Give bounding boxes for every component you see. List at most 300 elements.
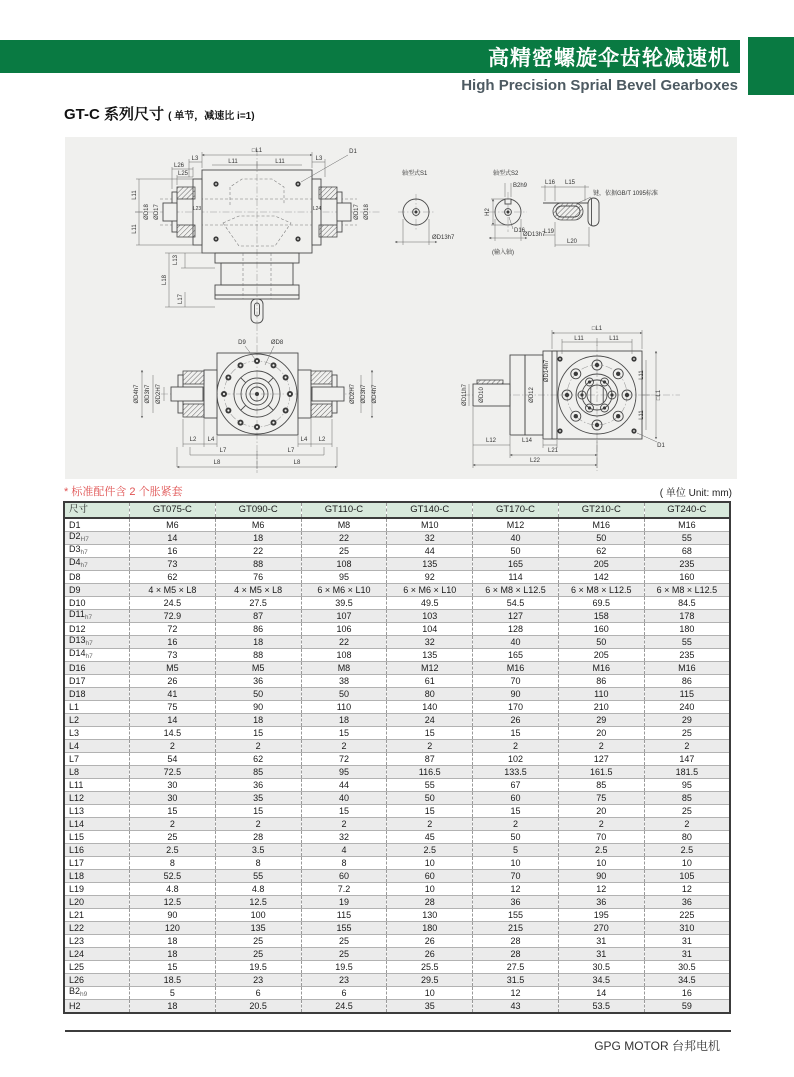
dimension-cell: 70 [558, 831, 644, 844]
dimension-cell: 25 [130, 831, 216, 844]
drawing-shaft-types [395, 169, 658, 256]
dimension-cell: 4 × M5 × L8 [130, 584, 216, 597]
dimension-cell: 45 [387, 831, 473, 844]
dimension-cell: 50 [558, 532, 644, 545]
table-row [64, 961, 730, 974]
table-row [64, 649, 730, 662]
dimension-cell: 15 [387, 727, 473, 740]
dimension-cell: M6 [215, 518, 301, 532]
dimension-cell: 270 [558, 922, 644, 935]
dimension-cell: 110 [558, 688, 644, 701]
dimension-cell: 181.5 [644, 766, 730, 779]
row-label: L26 [64, 974, 130, 987]
table-row [64, 857, 730, 870]
dimension-cell: 55 [644, 532, 730, 545]
dimension-cell: 6 × M8 × L12.5 [558, 584, 644, 597]
dimension-cell: 165 [473, 558, 559, 571]
dimension-cell: 87 [387, 753, 473, 766]
dimension-cell: 18 [130, 1000, 216, 1014]
dimension-cell: 155 [301, 922, 387, 935]
svg-text:L3: L3 [191, 156, 199, 162]
svg-text:L16: L16 [544, 180, 556, 186]
dimension-cell: 2 [644, 818, 730, 831]
dimension-cell: 24 [387, 714, 473, 727]
svg-text:L11: L11 [609, 336, 619, 342]
dimension-cell: 20 [558, 805, 644, 818]
svg-text:L7: L7 [219, 448, 227, 454]
unit-note: ( 单位 Unit: mm) [659, 488, 732, 499]
dimension-cell: 32 [387, 636, 473, 649]
dimension-cell: 55 [215, 870, 301, 883]
table-row [64, 740, 730, 753]
table-row [64, 597, 730, 610]
row-label: D8 [64, 571, 130, 584]
drawing-output-view [134, 340, 378, 473]
dimension-cell: 50 [301, 688, 387, 701]
dimension-cell: 12.5 [130, 896, 216, 909]
dimension-cell: 36 [215, 779, 301, 792]
column-header-dimension: 尺寸 [64, 502, 130, 518]
dimension-cell: 2 [473, 740, 559, 753]
svg-text:轴型式S2: 轴型式S2 [493, 171, 519, 177]
table-row [64, 753, 730, 766]
dimension-cell: 12.5 [215, 896, 301, 909]
dimension-cell: 18.5 [130, 974, 216, 987]
table-row [64, 532, 730, 545]
dimension-cell: 108 [301, 558, 387, 571]
dimension-cell: 55 [387, 779, 473, 792]
dimension-cell: 90 [558, 870, 644, 883]
table-row [64, 584, 730, 597]
dimension-cell: 127 [558, 753, 644, 766]
table-row [64, 1000, 730, 1014]
dimension-cell: 20 [558, 727, 644, 740]
svg-text:L4: L4 [207, 437, 215, 443]
dimension-cell: 29.5 [387, 974, 473, 987]
technical-drawings-panel [65, 137, 737, 479]
dimension-cell: M12 [473, 518, 559, 532]
dimension-cell: 36 [644, 896, 730, 909]
svg-text:ØD2H7: ØD2H7 [350, 383, 356, 405]
column-header: GT090-C [215, 502, 301, 518]
dimension-cell: 95 [301, 766, 387, 779]
dimension-cell: 30.5 [644, 961, 730, 974]
dimensions-table [63, 501, 731, 1014]
dimension-cell: 25 [301, 948, 387, 961]
svg-text:L8: L8 [213, 460, 221, 466]
header-bar [0, 40, 740, 73]
svg-text:□L1: □L1 [656, 389, 662, 401]
drawing-side-view [462, 326, 680, 471]
svg-text:D9: D9 [238, 340, 246, 346]
technical-drawings [65, 137, 737, 479]
dimension-cell: 36 [473, 896, 559, 909]
row-label: $D11_{h7}$ [64, 610, 130, 623]
dimension-cell: 161.5 [558, 766, 644, 779]
dimension-cell: 31 [644, 948, 730, 961]
dimension-cell: 26 [387, 948, 473, 961]
table-row [64, 805, 730, 818]
svg-text:ØD8: ØD8 [270, 340, 284, 346]
row-label: $D2_{H7}$ [64, 532, 130, 545]
row-label: L12 [64, 792, 130, 805]
dimension-cell: 90 [215, 701, 301, 714]
svg-text:L14: L14 [521, 438, 533, 444]
dimension-cell: 195 [558, 909, 644, 922]
svg-text:L11: L11 [228, 159, 238, 165]
dimension-cell: 25 [301, 545, 387, 558]
row-label: L4 [64, 740, 130, 753]
dimension-cell: 116.5 [387, 766, 473, 779]
row-label: L7 [64, 753, 130, 766]
dimension-cell: 135 [215, 922, 301, 935]
footer-brand: GPG MOTOR 台邦电机 [594, 1039, 720, 1053]
dimension-cell: 24.5 [301, 1000, 387, 1014]
dimension-cell: 240 [644, 701, 730, 714]
svg-text:L13: L13 [173, 254, 179, 266]
dimension-cell: 44 [301, 779, 387, 792]
dimension-cell: 73 [130, 558, 216, 571]
dimension-cell: 158 [558, 610, 644, 623]
dimension-cell: 3.5 [215, 844, 301, 857]
table-row [64, 922, 730, 935]
dimension-cell: 30.5 [558, 961, 644, 974]
dimension-cell: 25 [215, 935, 301, 948]
dimension-cell: 7.2 [301, 883, 387, 896]
svg-text:B2h9: B2h9 [513, 183, 528, 189]
dimension-cell: 6 × M8 × L12.5 [473, 584, 559, 597]
dimension-cell: 86 [644, 675, 730, 688]
dimension-cell: 2 [301, 740, 387, 753]
dimension-cell: 15 [473, 805, 559, 818]
svg-text:D1: D1 [349, 149, 357, 155]
dimension-cell: 50 [473, 545, 559, 558]
dimension-cell: 62 [130, 571, 216, 584]
row-label: $B2_{h9}$ [64, 987, 130, 1000]
table-row [64, 636, 730, 649]
dimension-cell: 140 [387, 701, 473, 714]
dimension-cell: 10 [473, 857, 559, 870]
row-label: D9 [64, 584, 130, 597]
table-row [64, 727, 730, 740]
dimension-cell: 110 [301, 701, 387, 714]
svg-text:ØD17: ØD17 [154, 204, 160, 220]
dimension-cell: 86 [558, 675, 644, 688]
svg-text:□L1: □L1 [251, 148, 263, 154]
column-header: GT075-C [130, 502, 216, 518]
dimension-cell: 54 [130, 753, 216, 766]
dimension-cell: 23 [301, 974, 387, 987]
dimension-cell: 50 [473, 831, 559, 844]
svg-text:□L1: □L1 [591, 326, 603, 332]
svg-text:L25: L25 [177, 171, 189, 177]
dimension-cell: 23 [215, 974, 301, 987]
column-header: GT170-C [473, 502, 559, 518]
table-row [64, 870, 730, 883]
table-row [64, 558, 730, 571]
svg-text:L26: L26 [173, 163, 185, 169]
dimension-cell: 180 [387, 922, 473, 935]
dimension-cell: 59 [644, 1000, 730, 1014]
dimension-cell: 170 [473, 701, 559, 714]
dimension-cell: 120 [130, 922, 216, 935]
dimension-cell: 31 [558, 948, 644, 961]
svg-text:ØD10: ØD10 [479, 387, 485, 403]
dimension-cell: 36 [215, 675, 301, 688]
dimension-cell: 225 [644, 909, 730, 922]
svg-text:H2: H2 [485, 208, 491, 216]
dimension-cell: 30 [130, 792, 216, 805]
dimension-cell: 92 [387, 571, 473, 584]
dimension-cell: 5 [130, 987, 216, 1000]
dimension-cell: 88 [215, 558, 301, 571]
dimension-cell: 310 [644, 922, 730, 935]
dimension-cell: 25 [644, 805, 730, 818]
dimension-cell: 75 [558, 792, 644, 805]
svg-text:ØD4h7: ØD4h7 [372, 384, 378, 404]
dimension-cell: 12 [473, 987, 559, 1000]
svg-text:L11: L11 [132, 190, 138, 200]
table-row [64, 792, 730, 805]
dimension-cell: 10 [558, 857, 644, 870]
dimension-cell: 142 [558, 571, 644, 584]
row-label: D1 [69, 519, 81, 530]
dimension-cell: 15 [130, 961, 216, 974]
dimension-cell: 53.5 [558, 1000, 644, 1014]
row-label: $D3_{h7}$ [64, 545, 130, 558]
dimension-cell: 85 [558, 779, 644, 792]
row-label: L24 [64, 948, 130, 961]
dimension-cell: 72.5 [130, 766, 216, 779]
dimension-cell: 8 [301, 857, 387, 870]
dimension-cell: 90 [473, 688, 559, 701]
dimension-cell: 25 [301, 935, 387, 948]
table-row [64, 766, 730, 779]
dimension-cell: 70 [473, 675, 559, 688]
dimension-cell: 85 [644, 792, 730, 805]
svg-text:L12: L12 [485, 438, 497, 444]
dimension-cell: 2.5 [644, 844, 730, 857]
dimension-cell: 2.5 [130, 844, 216, 857]
dimension-cell: 127 [473, 610, 559, 623]
table-row [64, 974, 730, 987]
dimension-cell: 6 × M6 × L10 [301, 584, 387, 597]
svg-text:ØD11h7: ØD11h7 [462, 384, 468, 406]
row-label: $D14_{h7}$ [64, 649, 130, 662]
dimension-cell: M16 [558, 662, 644, 675]
dimension-cell: 61 [387, 675, 473, 688]
svg-text:ØD17: ØD17 [354, 204, 360, 220]
dimension-cell: 2 [644, 740, 730, 753]
svg-text:L11: L11 [132, 224, 138, 234]
table-row [64, 948, 730, 961]
dimension-cell: 2.5 [558, 844, 644, 857]
table-header-row [64, 502, 730, 518]
dimension-cell: 10 [644, 857, 730, 870]
dimension-cell: 84.5 [644, 597, 730, 610]
dimension-cell: M16 [473, 662, 559, 675]
svg-text:ØD13h7: ØD13h7 [432, 235, 455, 241]
column-header: GT240-C [644, 502, 730, 518]
svg-text:ØD14h7: ØD14h7 [544, 359, 550, 383]
dimension-cell: 15 [301, 727, 387, 740]
table-row [64, 779, 730, 792]
dimension-cell: 10 [387, 987, 473, 1000]
dimension-cell: 6 × M8 × L12.5 [644, 584, 730, 597]
dimension-cell: 31.5 [473, 974, 559, 987]
table-row [64, 818, 730, 831]
dimension-cell: 72.9 [130, 610, 216, 623]
dimension-cell: 235 [644, 558, 730, 571]
dimension-cell: 8 [215, 857, 301, 870]
dimension-cell: 15 [215, 727, 301, 740]
dimension-cell: 28 [387, 896, 473, 909]
table-row [64, 688, 730, 701]
dimension-cell: 115 [301, 909, 387, 922]
table-row [64, 883, 730, 896]
dimension-cell: 4.8 [130, 883, 216, 896]
table-row [64, 831, 730, 844]
column-header: GT110-C [301, 502, 387, 518]
dimension-cell: 25 [644, 727, 730, 740]
dimension-cell: 6 [301, 987, 387, 1000]
row-label: L11 [64, 779, 130, 792]
svg-text:L24: L24 [312, 206, 322, 212]
dimension-cell: 31 [644, 935, 730, 948]
dimension-cell: 15 [473, 727, 559, 740]
dimension-cell: 15 [215, 805, 301, 818]
dimension-cell: 19.5 [301, 961, 387, 974]
svg-text:L17: L17 [178, 293, 184, 305]
dimension-cell: 15 [387, 805, 473, 818]
dimension-cell: 50 [387, 792, 473, 805]
dimension-cell: 12 [473, 883, 559, 896]
row-label: L18 [64, 870, 130, 883]
dimension-cell: 19 [301, 896, 387, 909]
table-notes [64, 483, 732, 499]
dimension-cell: 103 [387, 610, 473, 623]
dimension-cell: 15 [301, 805, 387, 818]
dimension-cell: 2 [130, 740, 216, 753]
dimension-cell: 5 [473, 844, 559, 857]
dimension-cell: 18 [130, 935, 216, 948]
table-row [64, 610, 730, 623]
dimension-cell: 60 [473, 792, 559, 805]
svg-text:ØD18: ØD18 [144, 204, 150, 220]
dimension-cell: 178 [644, 610, 730, 623]
dimension-cell: 14 [130, 714, 216, 727]
dimension-cell: 49.5 [387, 597, 473, 610]
dimension-cell: 80 [387, 688, 473, 701]
dimension-cell: 235 [644, 649, 730, 662]
dimension-cell: 67 [473, 779, 559, 792]
table-row [64, 675, 730, 688]
table-row [64, 987, 730, 1000]
dimension-cell: 87 [215, 610, 301, 623]
row-label: L17 [64, 857, 130, 870]
table-row [64, 545, 730, 558]
table-row [64, 662, 730, 675]
dimension-cell: 16 [130, 636, 216, 649]
accessory-note: * 标准配件含 2 个胀紧套 [64, 486, 183, 498]
dimension-cell: 29 [558, 714, 644, 727]
dimension-cell: 76 [215, 571, 301, 584]
dimension-cell: 18 [301, 714, 387, 727]
dimension-cell: 210 [558, 701, 644, 714]
dimension-cell: 133.5 [473, 766, 559, 779]
dimension-cell: M16 [644, 662, 730, 675]
dimension-cell: 34.5 [644, 974, 730, 987]
dimension-cell: 8 [130, 857, 216, 870]
dimension-cell: 62 [558, 545, 644, 558]
svg-text:L11: L11 [639, 410, 645, 420]
dimension-cell: 29 [644, 714, 730, 727]
dimension-cell: 72 [130, 623, 216, 636]
svg-text:D1: D1 [657, 443, 665, 449]
dimension-cell: 10 [387, 857, 473, 870]
row-label: L25 [64, 961, 130, 974]
dimension-cell: 88 [215, 649, 301, 662]
dimension-cell: 25.5 [387, 961, 473, 974]
svg-text:L19: L19 [543, 229, 555, 235]
dimension-cell: 2 [215, 818, 301, 831]
dimension-cell: 2 [215, 740, 301, 753]
svg-text:ØD3h7: ØD3h7 [361, 384, 367, 404]
section-title [64, 103, 255, 124]
dimension-cell: M5 [130, 662, 216, 675]
svg-text:L18: L18 [162, 274, 168, 286]
dimension-cell: 6 × M6 × L10 [387, 584, 473, 597]
svg-text:L3: L3 [315, 156, 323, 162]
svg-text:ØD3h7: ØD3h7 [145, 384, 151, 404]
dimension-cell: 107 [301, 610, 387, 623]
dimension-cell: 72 [301, 753, 387, 766]
row-label: L1 [64, 701, 130, 714]
dimension-cell: 40 [473, 532, 559, 545]
dimension-cell: 30 [130, 779, 216, 792]
dimension-cell: M12 [387, 662, 473, 675]
dimension-cell: 26 [473, 714, 559, 727]
dimension-cell: 130 [387, 909, 473, 922]
dimension-cell: 2 [473, 818, 559, 831]
svg-text:L11: L11 [639, 370, 645, 380]
dimension-cell: M8 [301, 662, 387, 675]
table-row [64, 935, 730, 948]
dimension-cell: 16 [130, 545, 216, 558]
row-label: D12 [64, 623, 130, 636]
svg-text:键，依据GB/T 1095标准: 键，依据GB/T 1095标准 [593, 191, 658, 197]
row-label: L19 [64, 883, 130, 896]
row-label: L20 [64, 896, 130, 909]
row-label: D10 [64, 597, 130, 610]
dimension-cell: 27.5 [473, 961, 559, 974]
dimension-cell: M8 [301, 518, 387, 532]
dimension-cell: 95 [301, 571, 387, 584]
dimension-cell: 34.5 [558, 974, 644, 987]
dimension-cell: 15 [130, 805, 216, 818]
row-label: D16 [64, 662, 130, 675]
dimension-cell: 40 [301, 792, 387, 805]
dimension-cell: 114 [473, 571, 559, 584]
dimension-cell: 10 [387, 883, 473, 896]
dimension-cell: 85 [215, 766, 301, 779]
dimension-cell: 2 [558, 740, 644, 753]
dimension-cell: 2 [558, 818, 644, 831]
dimension-cell: 80 [644, 831, 730, 844]
dimension-cell: 31 [558, 935, 644, 948]
dimension-cell: 55 [644, 636, 730, 649]
dimension-cell: 26 [387, 935, 473, 948]
